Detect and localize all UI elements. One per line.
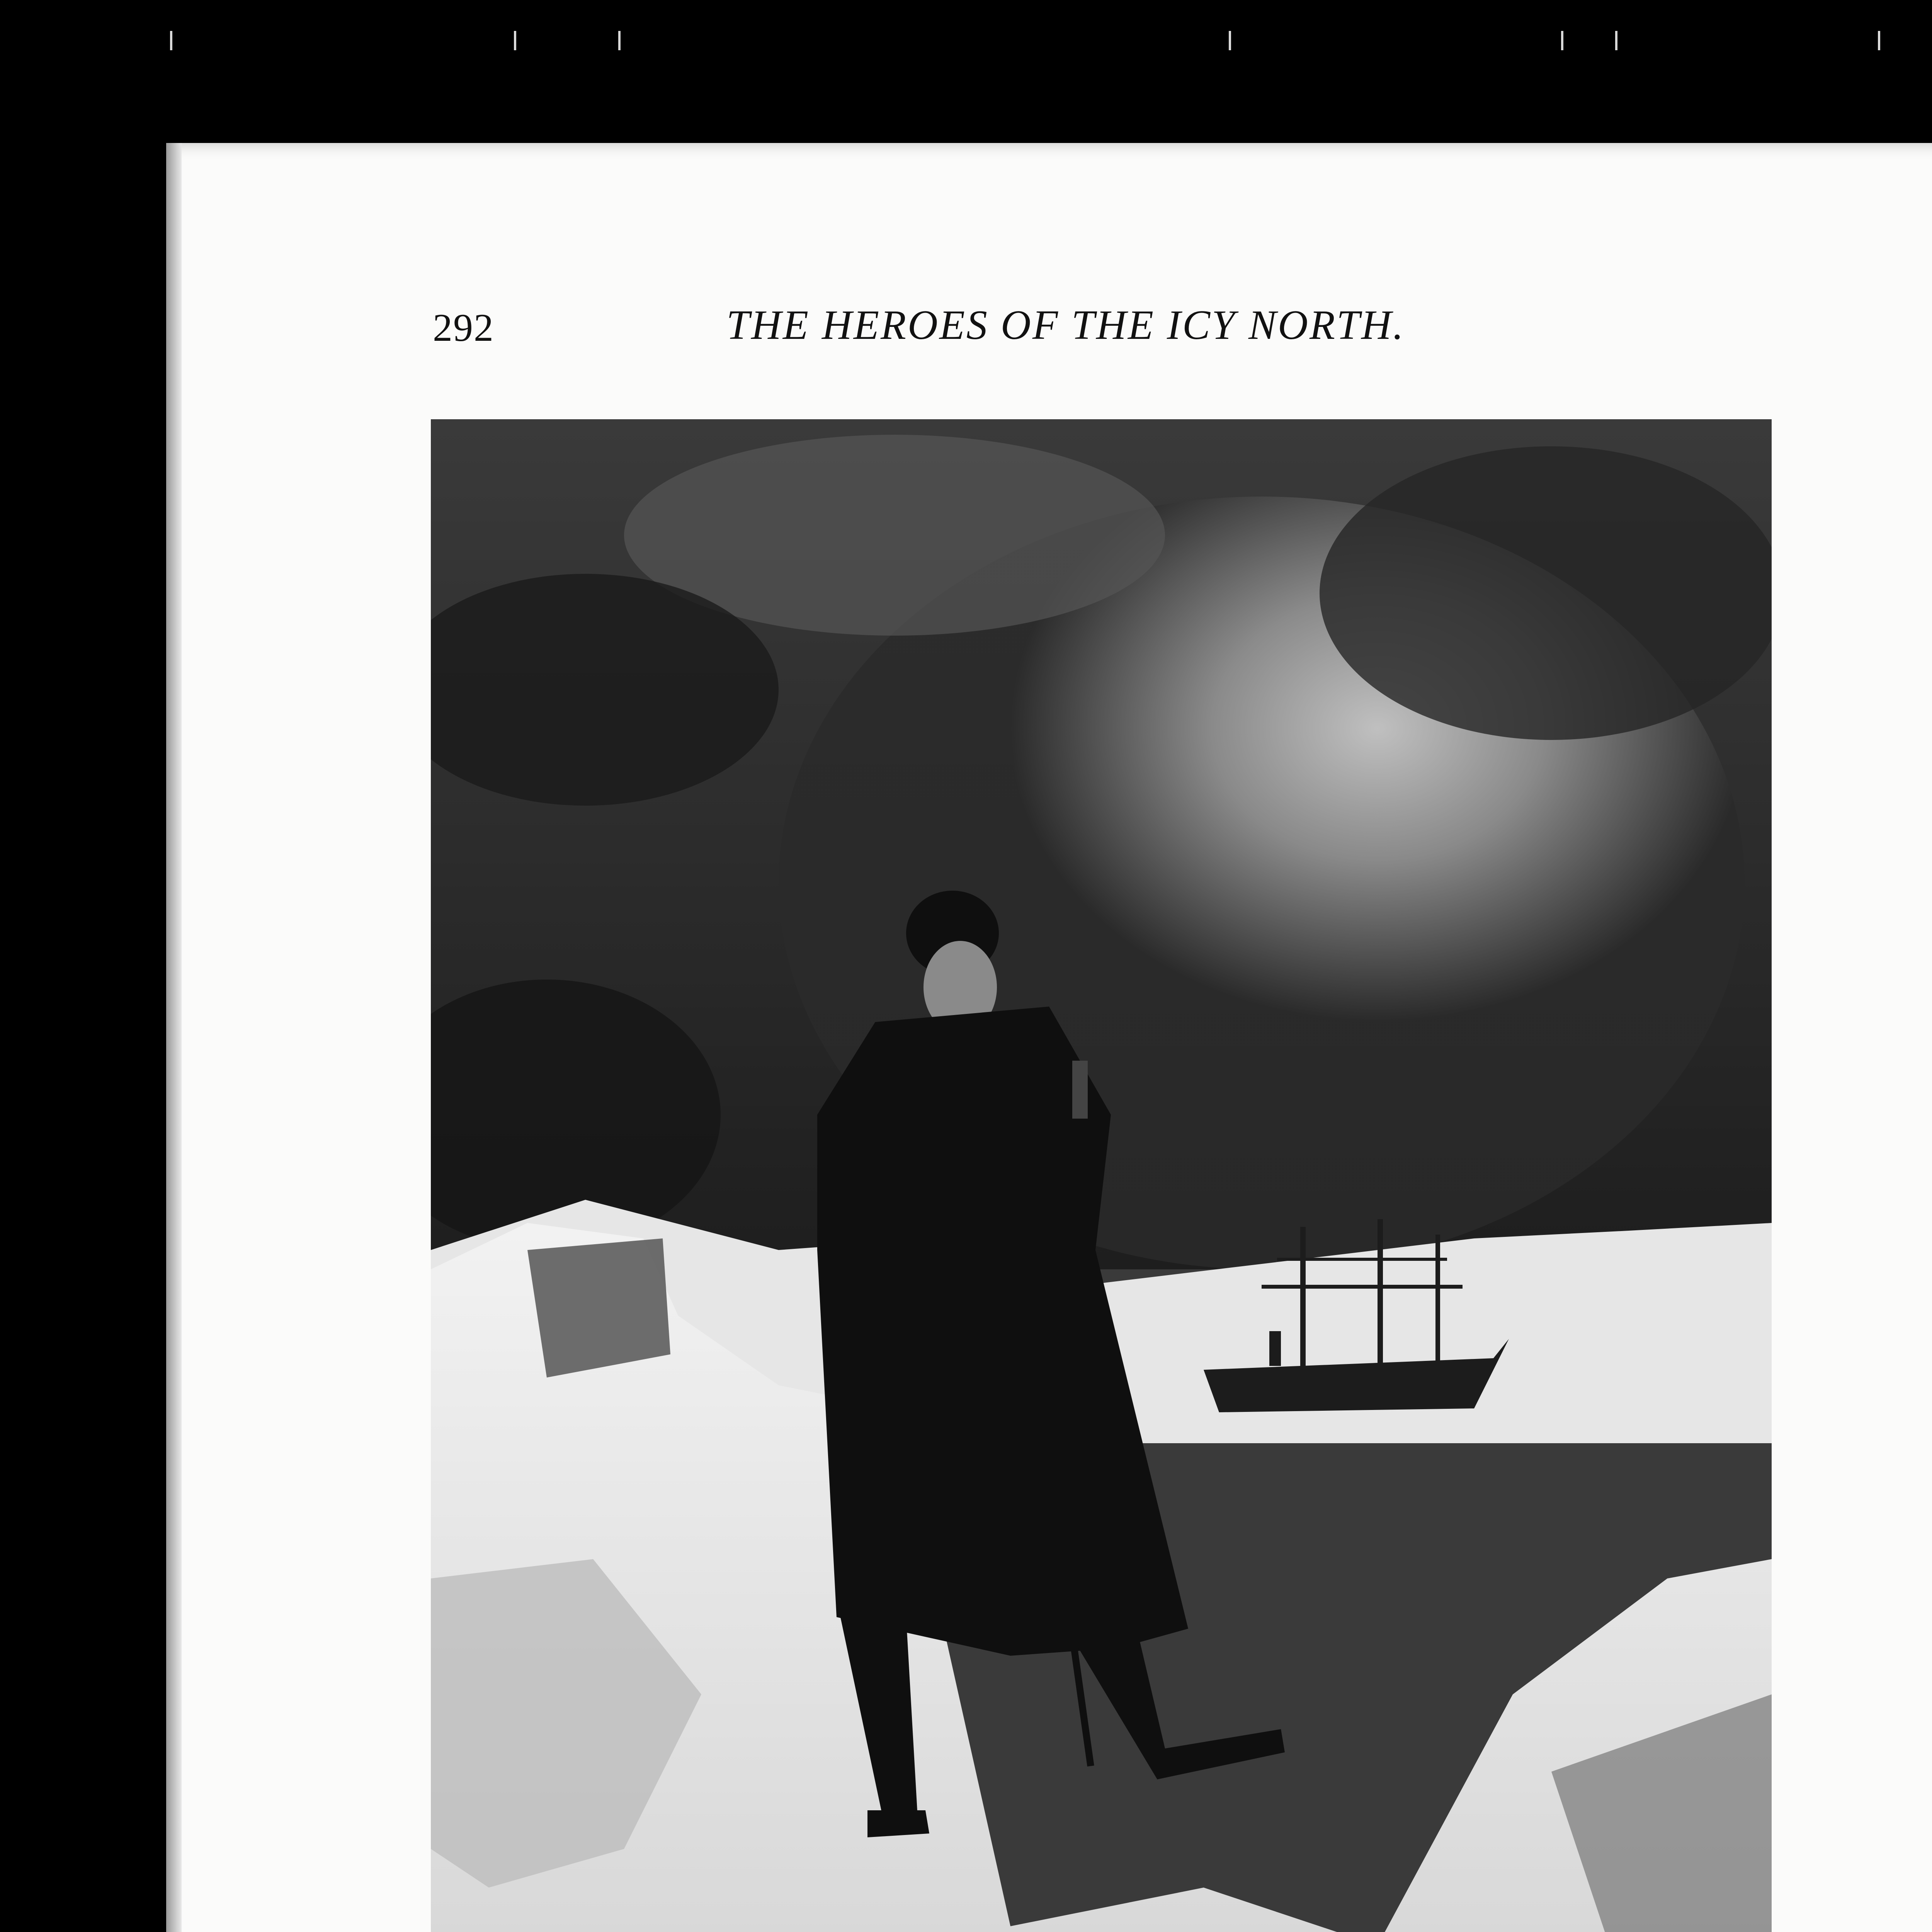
scan-edge-marks (0, 31, 1932, 54)
page-gutter-shadow (166, 143, 182, 1932)
nordenskjold-illustration (431, 419, 1772, 1932)
running-title: THE HEROES OF THE ICY NORTH. (726, 302, 1405, 348)
page-number: 292 (433, 306, 494, 350)
